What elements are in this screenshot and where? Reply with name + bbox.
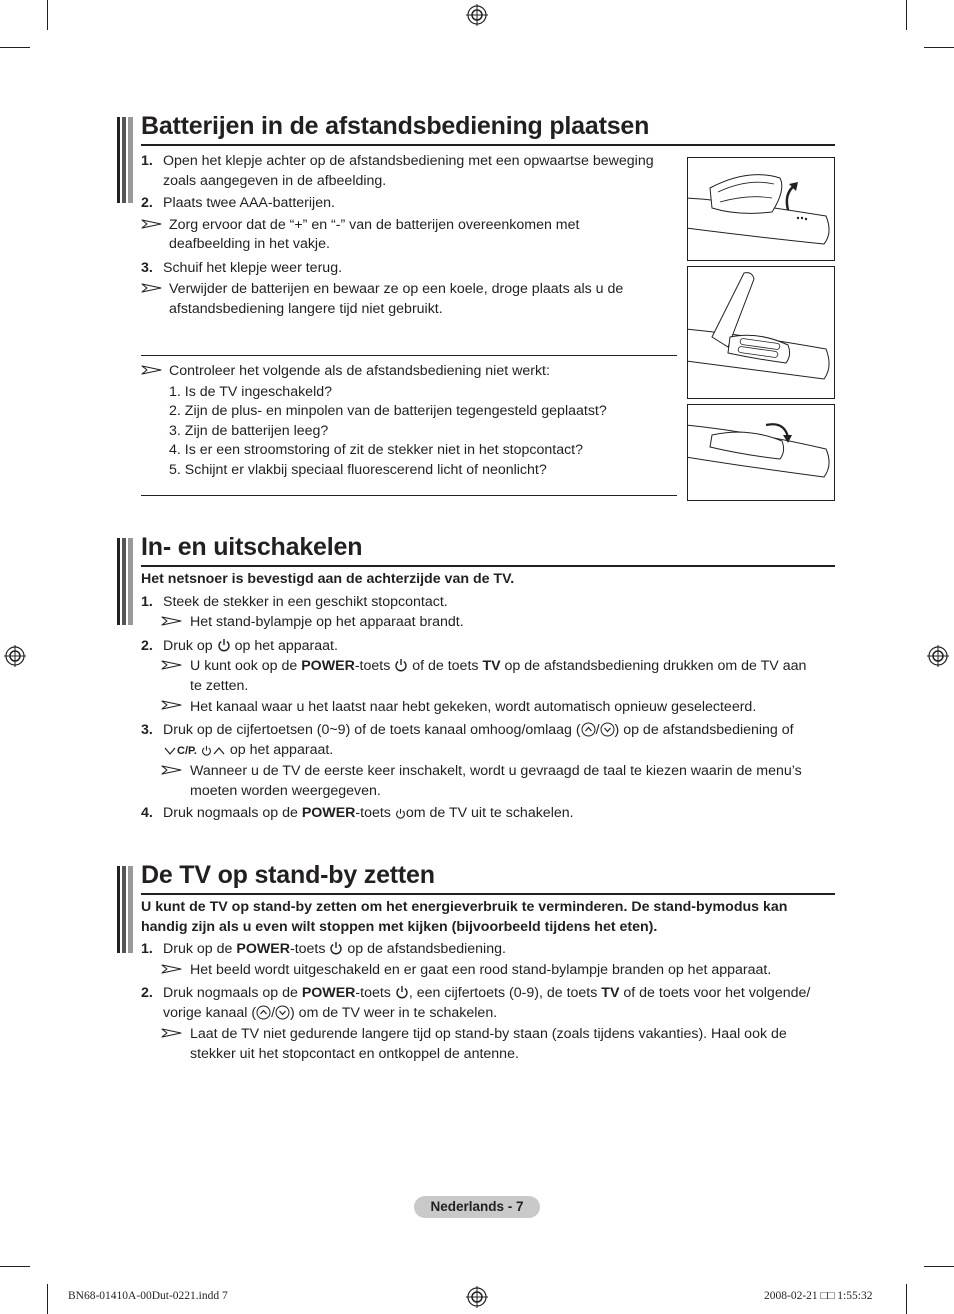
step-text [163,1003,497,1023]
step-number: 3. [141,260,153,276]
text-fragment: op de afstandsbediening drukken om de TV aan [504,658,807,674]
note-text [190,656,806,676]
step-text: Schuif het klepje weer terug. [163,260,343,276]
registration-mark-icon [927,645,949,667]
step-text [163,636,338,656]
section-bar [117,866,133,953]
check-item: 2. Zijn de plus- en minpolen van de batterijen tegengesteld geplaatst? [169,403,607,419]
cp-key-label: C/P. [177,745,197,757]
text-fragment: Druk op de cijfertoetsen (0~9) of de toets kanaal omhoog/omlaag ( [163,722,581,738]
step-number: 2. [141,638,153,654]
power-key-label: POWER [301,985,356,1001]
section-bar [117,117,133,203]
note-arrow-icon [141,282,163,294]
tv-key-label: TV [601,985,620,1001]
note-arrow-icon [161,1027,183,1039]
channel-down-icon [600,722,615,737]
step-number: 3. [141,722,153,738]
step-text [163,803,574,823]
text-fragment: / [271,1005,276,1021]
remote-illustration-open [687,157,835,261]
section-rule [141,565,835,567]
note-arrow-icon [161,615,183,627]
step-number: 2. [141,195,153,211]
power-key-label: POWER [236,941,290,957]
text-fragment: op het apparaat. [234,638,338,654]
section-bar [117,538,133,625]
remote-illustration-batteries [687,266,835,399]
power-key-label: POWER [301,805,356,821]
step-number: 2. [141,985,153,1001]
text-fragment: -toets [289,941,326,957]
text-fragment: om de TV uit te schakelen. [405,805,574,821]
section-rule [141,893,835,895]
power-icon [217,638,231,653]
text-fragment: , een cijfertoets (0-9), de toets [408,985,598,1001]
note-text: Het stand-bylampje op het apparaat brandt. [190,614,464,630]
channel-up-icon [212,745,226,757]
power-icon [395,808,406,820]
section-intro: handig zijn als u even wilt stoppen met kijken (bijvoorbeeld tijdens het eten). [141,919,658,935]
power-icon [395,985,409,1000]
registration-mark-icon [4,645,26,667]
step-text: Plaats twee AAA-batterijen. [163,195,335,211]
text-fragment: vorige kanaal ( [163,1005,257,1021]
channel-down-icon [163,745,177,757]
channel-down-icon [275,1005,290,1020]
text-fragment: ) om de TV weer in te schakelen. [290,1005,498,1021]
note-text: deafbeelding in het vakje. [169,236,330,252]
power-icon [201,745,212,757]
text-fragment: ) op de afstandsbediening of [614,722,794,738]
check-item: 5. Schijnt er vlakbij speciaal fluorescerend licht of neonlicht? [169,462,547,478]
section-rule [141,144,835,146]
section-intro: U kunt de TV op stand-by zetten om het energieverbruik te verminderen. De stand-bymodus kan [141,899,788,915]
divider [141,355,677,356]
step-number: 1. [141,594,153,610]
check-item: 3. Zijn de batterijen leeg? [169,423,329,439]
step-number: 1. [141,941,153,957]
power-icon [329,941,343,956]
section-title: De TV op stand-by zetten [141,861,435,889]
note-text: te zetten. [190,678,249,694]
text-fragment: -toets [354,658,391,674]
print-slug-left: BN68-01410A-00Dut-0221.indd 7 [68,1290,228,1302]
text-fragment: / [595,722,600,738]
step-text: Steek de stekker in een geschikt stopcontact. [163,594,448,610]
note-text: Laat de TV niet gedurende langere tijd op stand-by staan (zoals tijdens vakanties). Haal ook de [190,1026,787,1042]
text-fragment: op het apparaat. [229,742,334,758]
note-text: Wanneer u de TV de eerste keer inschakelt, wordt u gevraagd de taal te kiezen waarin de menu’s [190,763,802,779]
check-item: 1. Is de TV ingeschakeld? [169,384,332,400]
note-text: Het kanaal waar u het laatst naar hebt gekeken, wordt automatisch opnieuw geselecteerd. [190,699,757,715]
crop-mark [47,0,48,30]
crop-mark [924,47,954,48]
note-arrow-icon [161,659,183,671]
note-text: afstandsbediening langere tijd niet gebruikt. [169,301,443,317]
divider [141,495,677,496]
step-text [163,720,794,740]
text-fragment: op de afstandsbediening. [347,941,506,957]
note-arrow-icon [161,699,183,711]
step-text [163,983,810,1003]
remote-illustration-close [687,404,835,501]
note-text: Zorg ervoor dat de “+” en “-” van de batterijen overeenkomen met [169,217,580,233]
section-intro: Het netsnoer is bevestigd aan de achterzijde van de TV. [141,571,515,587]
text-fragment: Druk nogmaals op de [163,805,298,821]
text-fragment: of de toets voor het volgende/ [623,985,811,1001]
crop-mark [47,1284,48,1314]
crop-mark [0,47,30,48]
section-title: In- en uitschakelen [141,533,363,561]
note-arrow-icon [161,963,183,975]
text-fragment: Druk nogmaals op de [163,985,298,1001]
text-fragment: of de toets [412,658,479,674]
crop-mark [906,1284,907,1314]
note-arrow-icon [161,764,183,776]
registration-mark-icon [466,1286,488,1308]
step-text: Open het klepje achter op de afstandsbediening met een opwaartse beweging [163,153,654,169]
crop-mark [906,0,907,30]
check-intro: Controleer het volgende als de afstandsbediening niet werkt: [169,363,550,379]
step-number: 4. [141,805,153,821]
print-slug-right: 2008-02-21 □□ 1:55:32 [764,1290,873,1302]
note-text: stekker uit het stopcontact en ontkoppel de antenne. [190,1046,519,1062]
registration-mark-icon [466,4,488,26]
step-text [163,740,333,761]
crop-mark [924,1266,954,1267]
tv-key-label: TV [482,658,501,674]
note-text: moeten worden weergegeven. [190,783,381,799]
note-arrow-icon [141,364,163,376]
note-arrow-icon [141,218,163,230]
channel-up-icon [581,722,596,737]
text-fragment: Druk op [163,638,213,654]
power-icon [394,658,408,673]
note-text: Het beeld wordt uitgeschakeld en er gaat een rood stand-bylampje branden op het apparaat. [190,962,772,978]
step-number: 1. [141,153,153,169]
text-fragment: U kunt ook op de [190,658,298,674]
page-number-badge: Nederlands - 7 [414,1196,540,1218]
text-fragment: Druk op de [163,941,233,957]
step-text: zoals aangegeven in de afbeelding. [163,173,387,189]
text-fragment: -toets [355,805,391,821]
note-text: Verwijder de batterijen en bewaar ze op een koele, droge plaats als u de [169,281,624,297]
channel-up-icon [256,1005,271,1020]
step-text [163,939,506,959]
crop-mark [0,1266,30,1267]
text-fragment: -toets [355,985,391,1001]
power-key-label: POWER [301,658,355,674]
check-item: 4. Is er een stroomstoring of zit de stekker niet in het stopcontact? [169,442,584,458]
section-title: Batterijen in de afstandsbediening plaatsen [141,112,650,140]
